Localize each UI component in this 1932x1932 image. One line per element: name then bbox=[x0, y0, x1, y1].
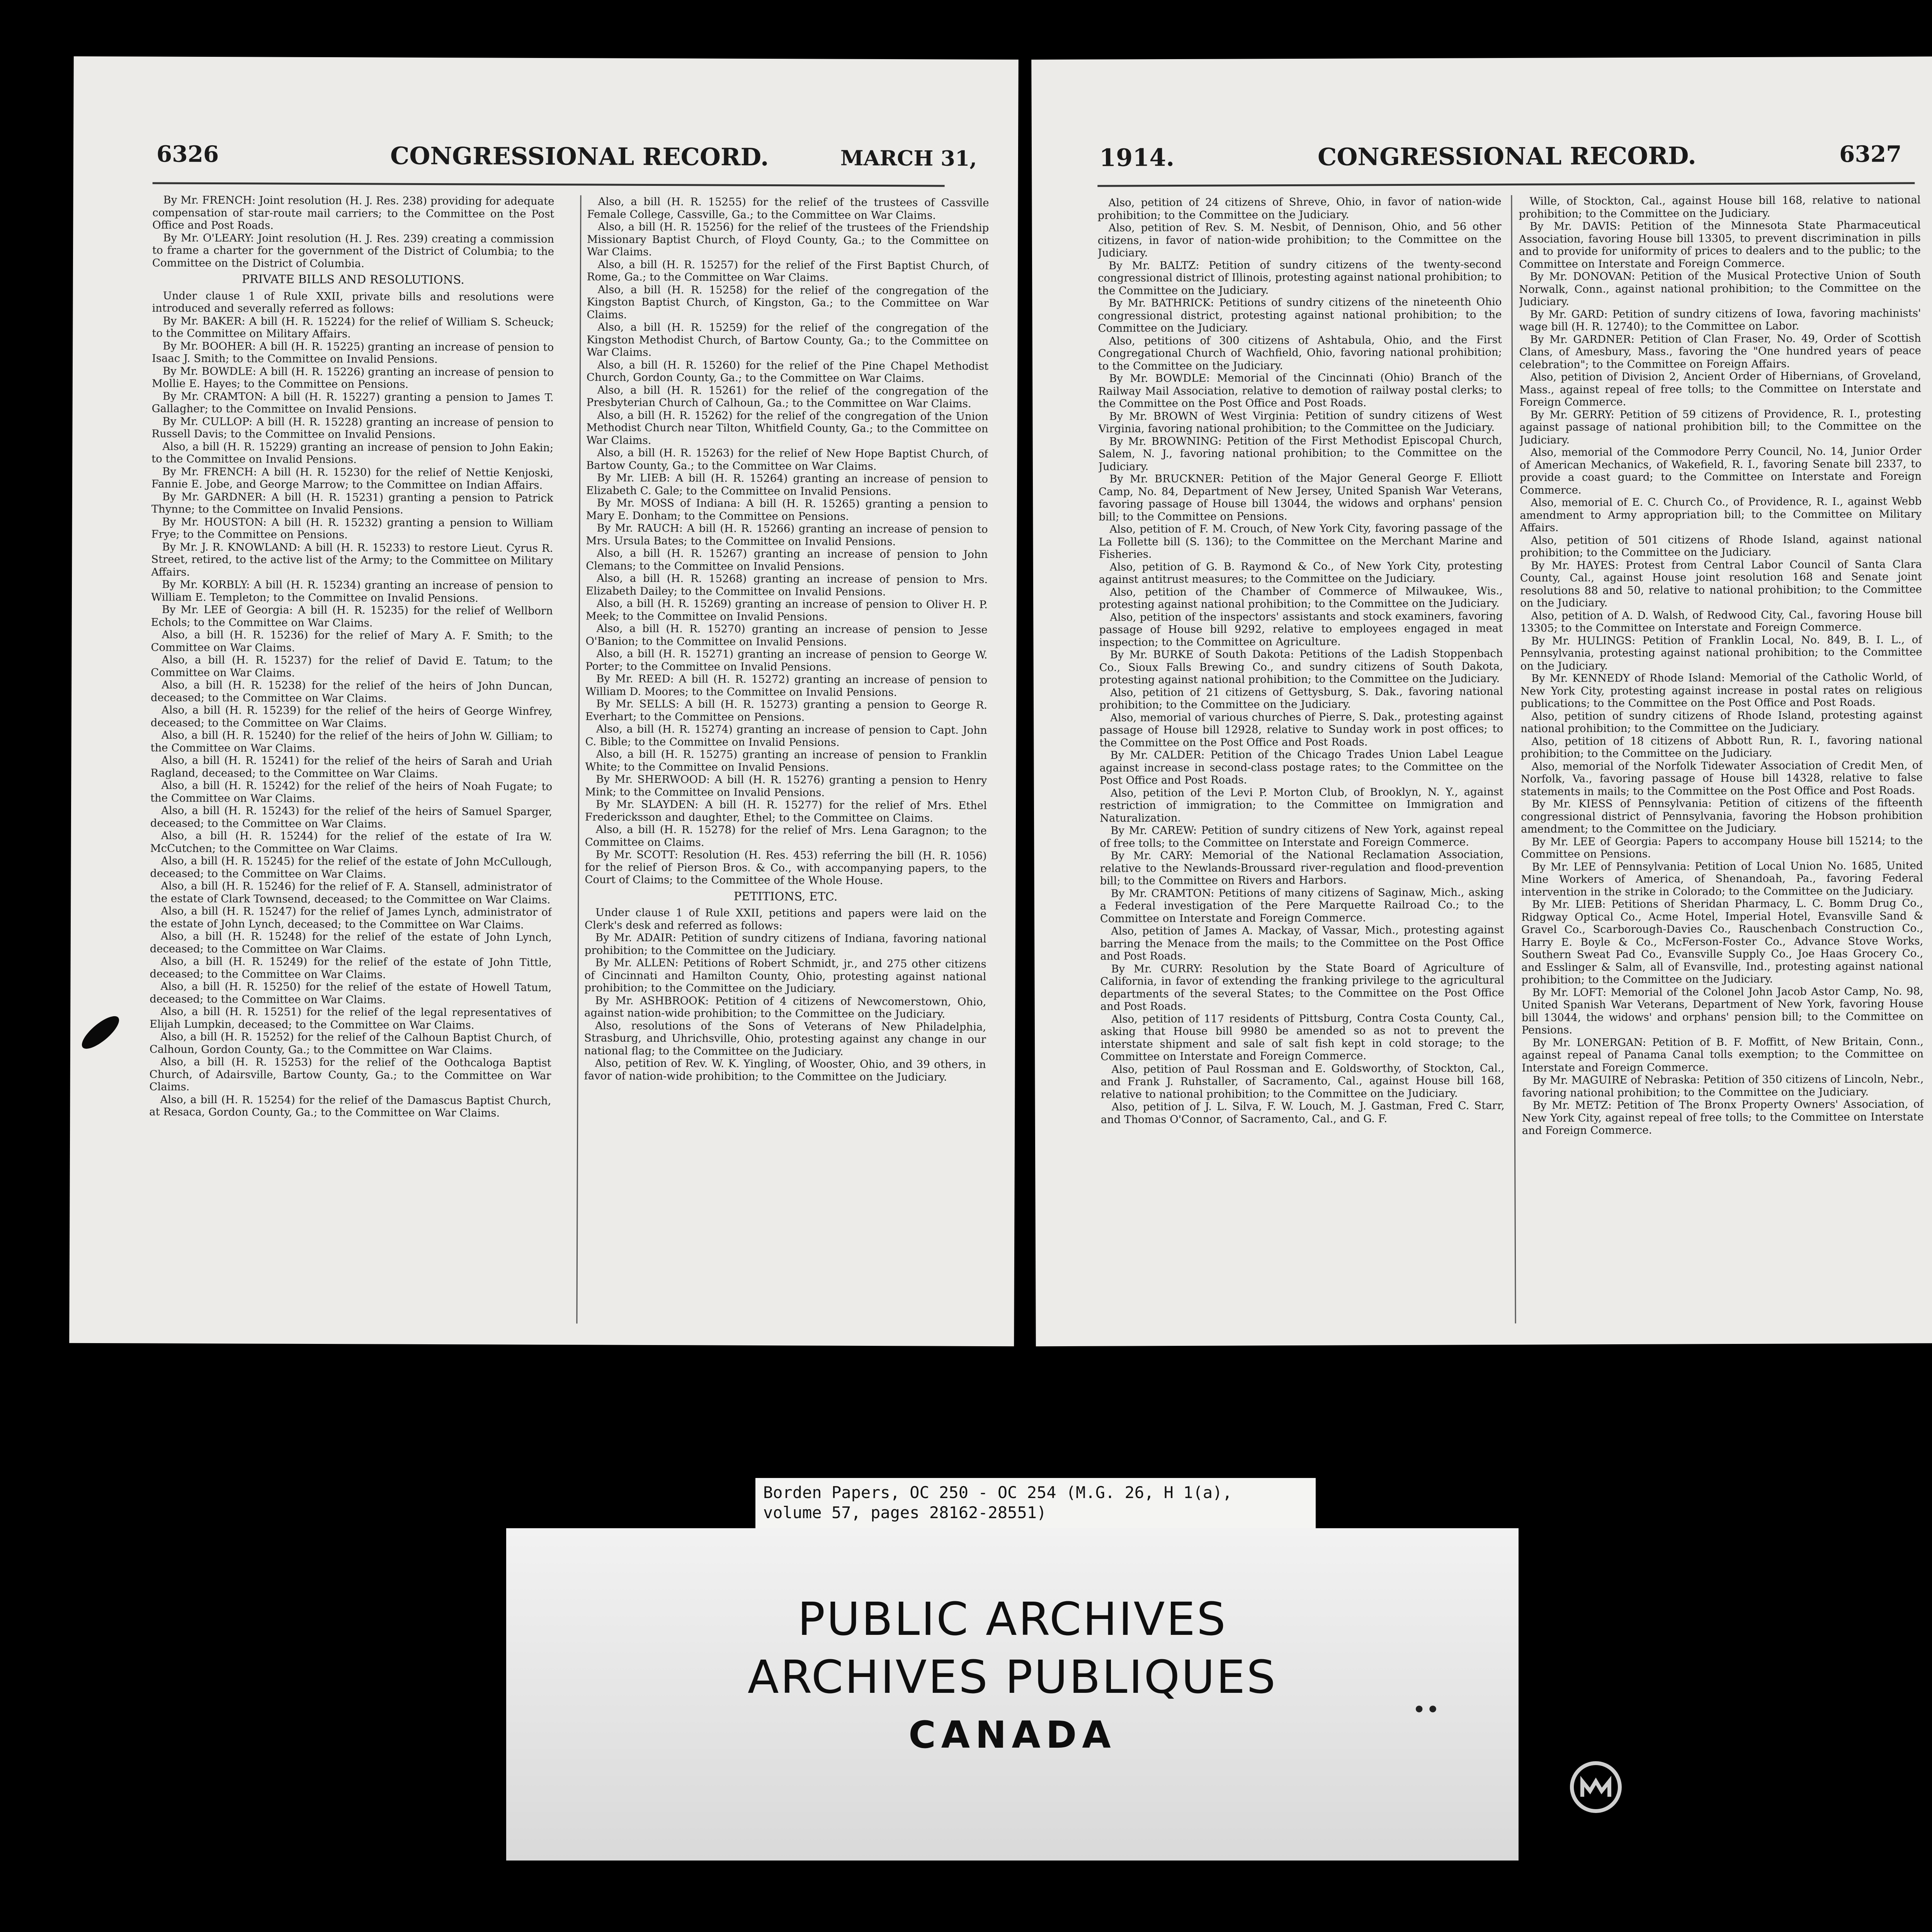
right-column-1 bbox=[1097, 195, 1505, 1325]
record-entry: By Mr. BURKE of South Dakota: Petitions of the Ladish Stoppenbach Co., Sioux Falls Brewing Co., and sundry citizens of South Dakota, protesting against national prohibition; to the Committee on the Judiciary. bbox=[1099, 647, 1503, 686]
record-entry: By Mr. MAGUIRE of Nebraska: Petition of 350 citizens of Lincoln, Nebr., favoring national prohibition; to the Committee on the Judiciary. bbox=[1522, 1073, 1924, 1099]
record-entry: By Mr. RAUCH: A bill (H. R. 15266) granting an increase of pension to Mrs. Ursula Bates; to the Committee on Invalid Pensions. bbox=[586, 522, 988, 548]
record-entry: Also, memorial of the Norfolk Tidewater Association of Credit Men, of Norfolk, Va., favoring passage of House bill 14328, relative to false statements in mails; to the Committee on the Post Office and Post Roads. bbox=[1520, 759, 1923, 798]
record-entry: By Mr. BOWDLE: A bill (H. R. 15226) granting an increase of pension to Mollie E. Hayes; to the Committee on Pensions. bbox=[151, 365, 554, 391]
record-entry: By Mr. BROWNING: Petition of the First Methodist Episcopal Church, Salem, N. J., favoring national prohibition; to the Committee on the Judiciary. bbox=[1098, 434, 1502, 473]
record-entry: Also, petition of 117 residents of Pittsburg, Contra Costa County, Cal., asking that House bill 9980 be amended so as not to prevent the interstate shipment and sale of salt fish kept in cold storage; to the Committee on Interstate and Foreign Commerce. bbox=[1100, 1011, 1505, 1063]
record-entry: Also, a bill (H. R. 15236) for the relief of Mary A. F. Smith; to the Committee on War Claims. bbox=[151, 628, 553, 654]
record-entry: By Mr. KORBLY: A bill (H. R. 15234) granting an increase of pension to William E. Templeton; to the Committee on Invalid Pensions. bbox=[151, 578, 553, 604]
record-entry: Also, a bill (H. R. 15257) for the relief of the First Baptist Church, of Rome, Ga.; to the Committee on War Claims. bbox=[587, 258, 989, 284]
header-rule bbox=[153, 182, 945, 187]
record-entry: By Mr. REED: A bill (H. R. 15272) granting an increase of pension to William D. Moores; to the Committee on Invalid Pensions. bbox=[585, 672, 988, 699]
archives-seal-icon bbox=[1569, 1760, 1623, 1814]
record-entry: Also, petition of 18 citizens of Abbott Run, R. I., favoring national prohibition; to the Committee on the Judiciary. bbox=[1520, 733, 1923, 760]
record-entry: By Mr. BATHRICK: Petitions of sundry citizens of the nineteenth Ohio congressional district, protesting against national prohibition; to the Committee on the Judiciary. bbox=[1098, 296, 1502, 335]
record-entry: By Mr. O'LEARY: Joint resolution (H. J. Res. 239) creating a commission to frame a charter for the government of the District of Columbia; to the Committee on the District of Columbia. bbox=[152, 231, 554, 270]
record-entry: Also, a bill (H. R. 15250) for the relief of the estate of Howell Tatum, deceased; to the Committee on War Claims. bbox=[150, 980, 552, 1006]
section-heading: PETITIONS, ETC. bbox=[733, 889, 838, 904]
record-entry: By Mr. CALDER: Petition of the Chicago Trades Union Label League against increase in second-class postage rates; to the Committee on the Post Office and Post Roads. bbox=[1099, 748, 1503, 787]
record-entry: Wille, of Stockton, Cal., against House bill 168, relative to national prohibition; to the Committee on the Judiciary. bbox=[1519, 194, 1921, 220]
record-entry: By Mr. BROWN of West Virginia: Petition of sundry citizens of West Virginia, favoring national prohibition; to the Committee on the Judiciary. bbox=[1098, 408, 1502, 435]
right-page bbox=[1031, 56, 1932, 1347]
record-entry: By Mr. CRAMTON: Petitions of many citizens of Saginaw, Mich., asking a Federal investigation of the Pere Marquette Railroad Co.; to the Committee on Interstate and Foreign Commerce. bbox=[1100, 886, 1504, 925]
record-entry: Also, a bill (H. R. 15247) for the relief of James Lynch, administrator of the estate of John Lynch, deceased; to the Committee on War Claims. bbox=[150, 905, 552, 931]
record-entry: By Mr. LONERGAN: Petition of B. F. Moffitt, of New Britain, Conn., against repeal of Panama Canal tolls exemption; to the Committee on Interstate and Foreign Commerce. bbox=[1522, 1035, 1924, 1074]
column-divider bbox=[1511, 195, 1516, 1323]
record-entry: Also, petition of sundry citizens of Rhode Island, protesting against national prohibition; to the Committee on the Judiciary. bbox=[1520, 708, 1923, 735]
archive-reference-label bbox=[755, 1478, 1316, 1528]
record-entry: By Mr. MOSS of Indiana: A bill (H. R. 15265) granting a pension to Mary E. Donham; to the Committee on Pensions. bbox=[586, 497, 988, 523]
record-entry: By Mr. ALLEN: Petitions of Robert Schmidt, jr., and 275 other citizens of Cincinnati and Hamilton County, Ohio, protesting against national prohibition; to the Committee on the Judiciary. bbox=[584, 956, 986, 995]
archive-label-line-2: volume 57, pages 28162-28551) bbox=[763, 1503, 1047, 1522]
record-entry: Also, petition of A. D. Walsh, of Redwood City, Cal., favoring House bill 13305; to the Committee on Interstate and Foreign Commerce. bbox=[1520, 608, 1922, 634]
punch-marks: •• bbox=[1412, 1696, 1440, 1723]
header-rule bbox=[1097, 182, 1915, 187]
record-entry: Also, a bill (H. R. 15262) for the relief of the congregation of the Union Methodist Church near Tilton, Whitfield County, Ga.; to the Committee on War Claims. bbox=[586, 408, 988, 447]
record-entry: Also, a bill (H. R. 15270) granting an increase of pension to Jesse O'Banion; to the Committee on Invalid Pensions. bbox=[585, 622, 988, 648]
record-entry: Also, a bill (H. R. 15259) for the relief of the congregation of the Kingston Methodist Church, of Bartow County, Ga.; to the Committee on War Claims. bbox=[587, 321, 989, 359]
left-page-number: 6326 bbox=[156, 141, 219, 168]
record-entry: By Mr. HAYES: Protest from Central Labor Council of Santa Clara County, Cal., against House joint resolution 168 and Senate joint resolutions 88 and 50, relative to national prohibition; to the Committee on the Judiciary. bbox=[1520, 558, 1922, 609]
record-entry: By Mr. BRUCKNER: Petition of the Major General George F. Elliott Camp, No. 84, Department of New Jersey, United Spanish War Veterans, favoring passage of House bill 13044, the widows and orphans' pension bill; to the Committee on Pensions. bbox=[1099, 471, 1503, 523]
record-entry: Also, a bill (H. R. 15258) for the relief of the congregation of the Kingston Baptist Church, of Kingston, Ga.; to the Committee on War Claims. bbox=[587, 283, 989, 321]
record-entry: Also, a bill (H. R. 15238) for the relief of the heirs of John Duncan, deceased; to the Committee on War Claims. bbox=[150, 679, 553, 705]
archive-card bbox=[506, 1528, 1519, 1861]
right-page-number: 6327 bbox=[1839, 141, 1902, 168]
record-entry: By Mr. GARDNER: A bill (H. R. 15231) granting a pension to Patrick Thynne; to the Committee on Invalid Pensions. bbox=[151, 490, 553, 516]
right-column-2 bbox=[1519, 194, 1924, 1323]
record-entry: Also, petition of the Levi P. Morton Club, of Brooklyn, N. Y., against restriction of immigration; to the Committee on Immigration and Naturalization. bbox=[1099, 785, 1503, 825]
record-entry: Also, a bill (H. R. 15267) granting an increase of pension to John Clemans; to the Committee on Invalid Pensions. bbox=[586, 547, 988, 573]
record-entry: Also, petition of F. M. Crouch, of New York City, favoring passage of the La Follette bill (S. 136); to the Committee on the Merchant Marine and Fisheries. bbox=[1099, 522, 1503, 561]
record-entry: By Mr. LIEB: Petitions of Sheridan Pharmacy, L. C. Bomm Drug Co., Ridgway Optical Co., Acme Hotel, Imperial Hotel, Evansville Sand & Gravel Co., Scarborough-Davies Co., Rauschenbach Construction Co., Harry E. Boyle & Co., McFerson-Foster Co., Advance Stove Works, Southern Sweat Pad Co., Evansville Supply Co., Joe Haas Grocery Co., and Esslinger & Salm, all of Evansville, Ind., protesting against national prohibition; to the Committee on the Judiciary. bbox=[1521, 897, 1923, 986]
record-entry: By Mr. CULLOP: A bill (H. R. 15228) granting an increase of pension to Russell Davis; to the Committee on Invalid Pensions. bbox=[151, 415, 554, 441]
record-entry: Also, memorial of E. C. Church Co., of Providence, R. I., against Webb amendment to Army appropriation bill; to the Committee on Military Affairs. bbox=[1520, 495, 1922, 534]
record-entry: By Mr. LEE of Pennsylvania: Petition of Local Union No. 1685, United Mine Workers of America, of Shenandoah, Pa., favoring Federal intervention in the strike in Colorado; to the Committee on the Judiciary. bbox=[1521, 859, 1923, 898]
record-entry: By Mr. LOFT: Memorial of the Colonel John Jacob Astor Camp, No. 98, United Spanish War Veterans, Department of New York, favoring House bill 13044, the widows' and orphans' pension bill; to the Committee on Pensions. bbox=[1521, 985, 1923, 1036]
record-entry: Also, a bill (H. R. 15246) for the relief of F. A. Stansell, administrator of the estate of Clark Townsend, deceased; to the Committee on War Claims. bbox=[150, 879, 552, 906]
record-entry: Also, a bill (H. R. 15248) for the relief of the estate of John Lynch, deceased; to the Committee on War Claims. bbox=[150, 930, 552, 956]
record-entry: By Mr. CRAMTON: A bill (H. R. 15227) granting a pension to James T. Gallagher; to the Committee on Invalid Pensions. bbox=[151, 390, 554, 416]
record-entry: Also, petition of the inspectors' assistants and stock examiners, favoring passage of House bill 9292, relative to employees engaged in meat inspection; to the Committee on Agriculture. bbox=[1099, 609, 1503, 649]
record-entry: By Mr. GERRY: Petition of 59 citizens of Providence, R. I., protesting against passage of national prohibition bill; to the Committee on the Judiciary. bbox=[1519, 407, 1922, 446]
record-entry: By Mr. CURRY: Resolution by the State Board of Agriculture of California, in favor of extending the franking privilege to the agricultural departments of the several States; to the Committee on the Post Office and Post Roads. bbox=[1100, 961, 1504, 1013]
record-entry: Also, petition of 24 citizens of Shreve, Ohio, in favor of nation-wide prohibition; to the Committee on the Judiciary. bbox=[1097, 195, 1502, 222]
record-entry: By Mr. BALTZ: Petition of sundry citizens of the twenty-second congressional district of Illinois, protesting against national prohibition; to the Committee on the Judiciary. bbox=[1098, 258, 1502, 297]
record-entry: Also, a bill (H. R. 15260) for the relief of the Pine Chapel Methodist Church, Gordon County, Ga.; to the Committee on War Claims. bbox=[586, 358, 989, 385]
record-entry: Also, a bill (H. R. 15249) for the relief of the estate of John Tittle, deceased; to the Committee on War Claims. bbox=[150, 955, 552, 981]
record-entry: By Mr. LEE of Georgia: Papers to accompany House bill 15214; to the Committee on Pensions. bbox=[1521, 834, 1923, 861]
left-page-title: CONGRESSIONAL RECORD. bbox=[390, 141, 769, 172]
record-entry: Also, memorial of various churches of Pierre, S. Dak., protesting against passage of House bill 12928, relative to Sunday work in post offices; to the Committee on the Post Office and Post Roads. bbox=[1099, 710, 1503, 749]
record-entry: By Mr. HOUSTON: A bill (H. R. 15232) granting a pension to William Frye; to the Committee on Pensions. bbox=[151, 515, 553, 541]
record-entry: Under clause 1 of Rule XXII, private bills and resolutions were introduced and severally referred as follows: bbox=[152, 289, 554, 315]
record-entry: Also, a bill (H. R. 15242) for the relief of the heirs of Noah Fugate; to the Committee on War Claims. bbox=[150, 779, 553, 805]
record-entry: Also, a bill (H. R. 15268) granting an increase of pension to Mrs. Elizabeth Dailey; to the Committee on Invalid Pensions. bbox=[585, 572, 988, 598]
record-entry: By Mr. DONOVAN: Petition of the Musical Protective Union of South Norwalk, Conn., against national prohibition; to the Committee on the Judiciary. bbox=[1519, 269, 1921, 308]
record-entry: Also, a bill (H. R. 15256) for the relief of the trustees of the Friendship Missionary Baptist Church, of Floyd County, Ga.; to the Committee on War Claims. bbox=[587, 220, 989, 258]
record-entry: By Mr. ADAIR: Petition of sundry citizens of Indiana, favoring national prohibition; to the Committee on the Judiciary. bbox=[584, 931, 986, 957]
record-entry: Also, resolutions of the Sons of Veterans of New Philadelphia, Strasburg, and Uhrichsville, Ohio, protesting against any change in our national flag; to the Committee on the Judiciary. bbox=[584, 1019, 986, 1058]
column-divider bbox=[576, 195, 581, 1323]
record-entry: By Mr. METZ: Petition of The Bronx Property Owners' Association, of New York City, against repeal of free tolls; to the Committee on Interstate and Foreign Commerce. bbox=[1522, 1098, 1924, 1137]
record-entry: Also, petition of J. L. Silva, F. W. Louch, M. J. Gastman, Fred C. Starr, and Thomas O'Connor, of Sacramento, Cal., and G. F. bbox=[1100, 1099, 1505, 1126]
record-entry: By Mr. DAVIS: Petition of the Minnesota State Pharmaceutical Association, favoring House bill 13305, to prevent discrimination in pills and to provide for uniformity of prices to dealers and to the public; to the Committee on Interstate and Foreign Commerce. bbox=[1519, 219, 1921, 270]
record-entry: By Mr. SELLS: A bill (H. R. 15273) granting a pension to George R. Everhart; to the Committee on Pensions. bbox=[585, 697, 988, 723]
record-entry: Also, a bill (H. R. 15253) for the relief of the Oothcaloga Baptist Church, of Adairsville, Bartow County, Ga.; to the Committee on War Claims. bbox=[149, 1055, 551, 1093]
section-heading: PRIVATE BILLS AND RESOLUTIONS. bbox=[242, 272, 464, 287]
right-page-year: 1914. bbox=[1099, 143, 1175, 172]
record-entry: Also, petition of 21 citizens of Gettysburg, S. Dak., favoring national prohibition; to the Committee on the Judiciary. bbox=[1099, 685, 1503, 711]
record-entry: Also, a bill (H. R. 15240) for the relief of the heirs of John W. Gilliam; to the Committee on War Claims. bbox=[150, 729, 553, 755]
record-entry: Under clause 1 of Rule XXII, petitions and papers were laid on the Clerk's desk and referred as follows: bbox=[584, 906, 987, 932]
record-entry: By Mr. LIEB: A bill (H. R. 15264) granting an increase of pension to Elizabeth C. Gale; to the Committee on Invalid Pensions. bbox=[586, 471, 988, 498]
record-entry: By Mr. SCOTT: Resolution (H. Res. 453) referring the bill (H. R. 1056) for the relief of Pierson Bros. & Co., with accompanying papers, to the Court of Claims; to the Committee of the Whole House. bbox=[585, 848, 987, 887]
record-entry: By Mr. J. R. KNOWLAND: A bill (H. R. 15233) to restore Lieut. Cyrus R. Street, retired, to the active list of the Army; to the Committee on Military Affairs. bbox=[151, 541, 553, 578]
record-entry: By Mr. BOWDLE: Memorial of the Cincinnati (Ohio) Branch of the Railway Mail Association, relative to demotion of railway postal clerks; to the Committee on the Post Office and Post Roads. bbox=[1098, 371, 1502, 410]
record-entry: Also, memorial of the Commodore Perry Council, No. 14, Junior Order of American Mechanics, of Wakefield, R. I., favoring Senate bill 2337, to provide a coast guard; to the Committee on Interstate and Foreign Commerce. bbox=[1519, 445, 1922, 497]
record-entry: Also, petition of the Chamber of Commerce of Milwaukee, Wis., protesting against national prohibition; to the Committee on the Judiciary. bbox=[1099, 584, 1503, 611]
record-entry: By Mr. LEE of Georgia: A bill (H. R. 15235) for the relief of Wellborn Echols; to the Committee on War Claims. bbox=[151, 603, 553, 629]
archive-card-line-3: CANADA bbox=[908, 1713, 1116, 1757]
left-column-2 bbox=[583, 195, 989, 1325]
record-entry: By Mr. CARY: Memorial of the National Reclamation Association, relative to the Newlands-Broussard river-regulation and flood-prevention bill; to the Committee on Rivers and Harbors. bbox=[1100, 848, 1504, 887]
right-page-header bbox=[1032, 141, 1932, 179]
archive-label-line-1: Borden Papers, OC 250 - OC 254 (M.G. 26, H 1(a), bbox=[763, 1483, 1232, 1502]
record-entry: Also, a bill (H. R. 15274) granting an increase of pension to Capt. John C. Bible; to the Committee on Invalid Pensions. bbox=[585, 723, 987, 749]
record-entry: Also, petitions of 300 citizens of Ashtabula, Ohio, and the First Congregational Church of Wachfield, Ohio, favoring national prohibition; to the Committee on the Judiciary. bbox=[1098, 333, 1502, 372]
right-page-title: CONGRESSIONAL RECORD. bbox=[1317, 141, 1696, 171]
record-entry: By Mr. FRENCH: Joint resolution (H. J. Res. 238) providing for adequate compensation of star-route mail carriers; to the Committee on the Post Office and Post Roads. bbox=[152, 194, 554, 232]
record-entry: Also, petition of Rev. S. M. Nesbit, of Dennison, Ohio, and 56 other citizens, in favor of nation-wide prohibition; to the Committee on the Judiciary. bbox=[1097, 220, 1502, 259]
record-entry: Also, a bill (H. R. 15229) granting an increase of pension to John Eakin; to the Committee on Invalid Pensions. bbox=[151, 440, 554, 466]
record-entry: By Mr. KIESS of Pennsylvania: Petition of citizens of the fifteenth congressional district of Pennsylvania, favoring the Hobson prohibition amendment; to the Committee on the Judiciary. bbox=[1520, 796, 1923, 835]
record-entry: Also, a bill (H. R. 15243) for the relief of the heirs of Samuel Sparger, deceased; to the Committee on War Claims. bbox=[150, 804, 553, 830]
record-entry: Also, a bill (H. R. 15263) for the relief of New Hope Baptist Church, of Bartow County, Ga.; to the Committee on War Claims. bbox=[586, 446, 988, 473]
record-entry: Also, a bill (H. R. 15255) for the relief of the trustees of Cassville Female College, Cassville, Ga.; to the Committee on War Claims. bbox=[587, 195, 989, 222]
record-entry: By Mr. BAKER: A bill (H. R. 15224) for the relief of William S. Scheuck; to the Committee on Military Affairs. bbox=[152, 315, 554, 340]
record-entry: Also, petition of 501 citizens of Rhode Island, against national prohibition; to the Committee on the Judiciary. bbox=[1520, 532, 1922, 559]
record-entry: Also, petition of Rev. W. K. Yingling, of Wooster, Ohio, and 39 others, in favor of nation-wide prohibition; to the Committee on the Judiciary. bbox=[584, 1057, 986, 1083]
record-entry: Also, a bill (H. R. 15261) for the relief of the congregation of the Presbyterian Church of Calhoun, Ga.; to the Committee on War Claims. bbox=[586, 383, 988, 410]
record-entry: Also, petition of G. B. Raymond & Co., of New York City, protesting against antitrust measures; to the Committee on the Judiciary. bbox=[1099, 559, 1503, 586]
record-entry: Also, petition of Division 2, Ancient Order of Hibernians, of Groveland, Mass., against repeal of free tolls; to the Committee on Interstate and Foreign Commerce. bbox=[1519, 369, 1922, 408]
record-entry: By Mr. SLAYDEN: A bill (H. R. 15277) for the relief of Mrs. Ethel Fredericksson and daughter, Ethel; to the Committee on Claims. bbox=[585, 798, 987, 825]
record-entry: Also, a bill (H. R. 15252) for the relief of the Calhoun Baptist Church, of Calhoun, Gordon County, Ga.; to the Committee on War Claims. bbox=[149, 1030, 552, 1057]
left-column-1 bbox=[148, 194, 554, 1323]
record-entry: Also, a bill (H. R. 15278) for the relief of Mrs. Lena Garagnon; to the Committee on Claims. bbox=[585, 823, 987, 849]
record-entry: Also, petition of James A. Mackay, of Vassar, Mich., protesting against barring the Menace from the mails; to the Committee on the Post Office and Post Roads. bbox=[1100, 923, 1504, 963]
left-page bbox=[69, 56, 1019, 1347]
record-entry: Also, petition of Paul Rossman and E. Goldsworthy, of Stockton, Cal., and Frank J. Ruhstaller, of Sacramento, Cal., against House bill 168, relative to national prohibition; to the Committee on the Judiciary. bbox=[1100, 1061, 1505, 1101]
archive-card-line-1: PUBLIC ARCHIVES bbox=[798, 1592, 1227, 1646]
record-entry: Also, a bill (H. R. 15254) for the relief of the Damascus Baptist Church, at Resaca, Gordon County, Ga.; to the Committee on War Claims. bbox=[149, 1093, 551, 1119]
record-entry: By Mr. GARDNER: Petition of Clan Fraser, No. 49, Order of Scottish Clans, of Amesbury, Mass., favoring the "One hundred years of peace celebration"; to the Committee on Foreign Affairs. bbox=[1519, 332, 1921, 371]
record-entry: By Mr. GARD: Petition of sundry citizens of Iowa, favoring machinists' wage bill (H. R. 12740); to the Committee on Labor. bbox=[1519, 306, 1921, 333]
record-entry: By Mr. FRENCH: A bill (H. R. 15230) for the relief of Nettie Kenjoski, Fannie E. Jobe, and George Marrow; to the Committee on Indian Affairs. bbox=[151, 465, 554, 492]
record-entry: Also, a bill (H. R. 15271) granting an increase of pension to George W. Porter; to the Committee on Invalid Pensions. bbox=[585, 647, 988, 673]
left-page-header bbox=[73, 141, 1018, 179]
record-entry: By Mr. KENNEDY of Rhode Island: Memorial of the Catholic World, of New York City, protesting against increase in postal rates on religious publications; to the Committee on the Post Office and Post Roads. bbox=[1520, 671, 1922, 710]
record-entry: Also, a bill (H. R. 15251) for the relief of the legal representatives of Elijah Lumpkin, deceased; to the Committee on War Claims. bbox=[150, 1005, 552, 1031]
record-entry: Also, a bill (H. R. 15269) granting an increase of pension to Oliver H. P. Meek; to the Committee on Invalid Pensions. bbox=[585, 597, 988, 623]
record-entry: Also, a bill (H. R. 15241) for the relief of the heirs of Sarah and Uriah Ragland, deceased; to the Committee on War Claims. bbox=[150, 754, 553, 780]
record-entry: Also, a bill (H. R. 15237) for the relief of David E. Tatum; to the Committee on War Claims. bbox=[151, 653, 553, 679]
record-entry: Also, a bill (H. R. 15275) granting an increase of pension to Franklin White; to the Committee on Invalid Pensions. bbox=[585, 748, 987, 774]
archive-card-line-2: ARCHIVES PUBLIQUES bbox=[747, 1650, 1277, 1704]
record-entry: By Mr. ASHBROOK: Petition of 4 citizens of Newcomerstown, Ohio, against nation-wide prohibition; to the Committee on the Judiciary. bbox=[584, 994, 986, 1020]
record-entry: Also, a bill (H. R. 15245) for the relief of the estate of John McCullough, deceased; to the Committee on War Claims. bbox=[150, 854, 552, 881]
record-entry: By Mr. HULINGS: Petition of Franklin Local, No. 849, B. I. L., of Pennsylvania, protesting against national prohibition; to the Committee on the Judiciary. bbox=[1520, 633, 1922, 672]
record-entry: By Mr. CAREW: Petition of sundry citizens of New York, against repeal of free tolls; to the Committee on Interstate and Foreign Commerce. bbox=[1100, 823, 1504, 850]
record-entry: By Mr. SHERWOOD: A bill (H. R. 15276) granting a pension to Henry Mink; to the Committee on Invalid Pensions. bbox=[585, 773, 987, 799]
left-page-date: MARCH 31, bbox=[840, 145, 977, 171]
record-entry: Also, a bill (H. R. 15239) for the relief of the heirs of George Winfrey, deceased; to the Committee on War Claims. bbox=[150, 704, 553, 730]
record-entry: Also, a bill (H. R. 15244) for the relief of the estate of Ira W. McCutchen; to the Committee on War Claims. bbox=[150, 829, 552, 855]
record-entry: By Mr. BOOHER: A bill (H. R. 15225) granting an increase of pension to Isaac J. Smith; to the Committee on Invalid Pensions. bbox=[152, 340, 554, 366]
